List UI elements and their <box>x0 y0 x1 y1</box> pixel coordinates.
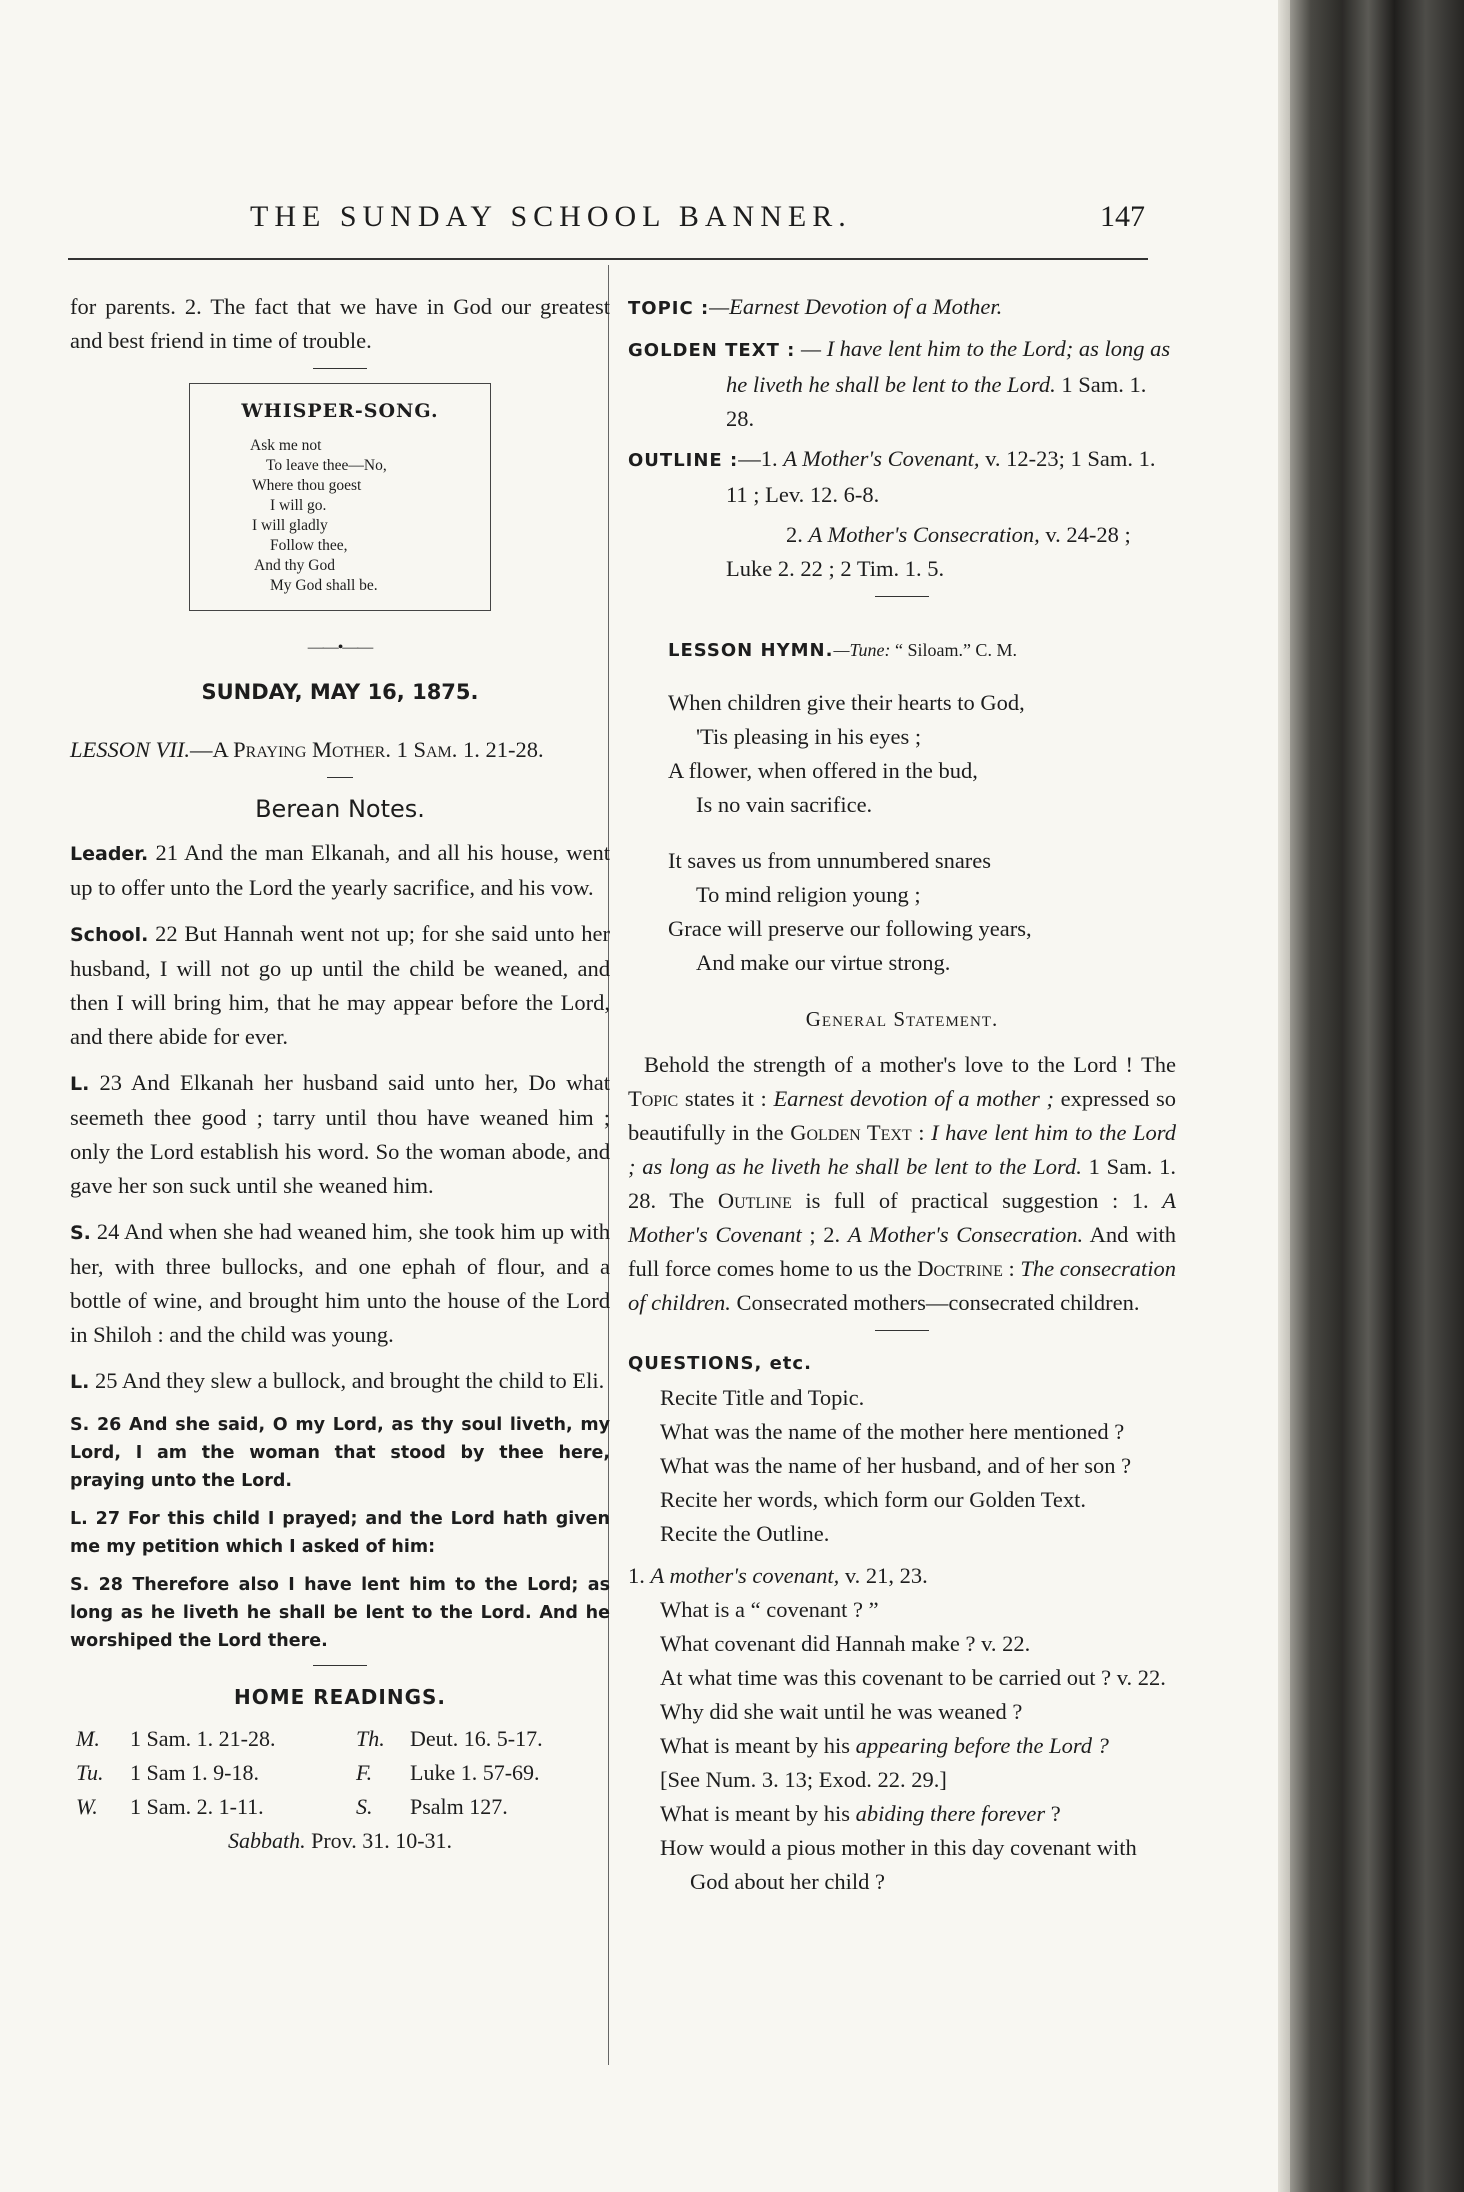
verse-text: 22 But Hannah went not up; for she said unto her husband, I will not go up until the child be weaned, and then I will bring him, that he may appear before the Lord, and there abide for ever. <box>70 921 610 1049</box>
scripture-verse <box>70 1066 610 1203</box>
outline-line <box>628 518 1176 586</box>
statement-quote: I have lent him to the Lord ; as long as he liveth he shall be lent to the Lord. <box>628 1120 1176 1179</box>
verse-text: 25 And they slew a bullock, and brought the child to Eli. <box>89 1368 605 1393</box>
outline-number: —1. <box>738 446 784 471</box>
bold-verse: S. 26 And she said, O my Lord, as thy soul liveth, my Lord, I am the woman that stood by thee here, praying unto the Lord. <box>70 1415 610 1491</box>
poem-line: Where thou goest <box>252 477 362 494</box>
reading-ref: Luke 1. 57-69. <box>410 1760 540 1785</box>
reading-day: M. <box>76 1726 100 1751</box>
sabbath-reading <box>70 1824 610 1858</box>
reading-ref: 1 Sam. 2. 1-11. <box>130 1794 264 1819</box>
statement-quote: A Mother's Consecration. <box>847 1222 1084 1247</box>
scripture-verse <box>70 1215 610 1352</box>
statement-text: : <box>911 1120 932 1145</box>
question <box>628 1729 1176 1763</box>
golden-text-ref: 1 Sam. 1. 28. <box>726 372 1147 431</box>
running-header: THE SUNDAY SCHOOL BANNER. <box>250 200 852 233</box>
section-number: 1. <box>628 1563 651 1588</box>
question: Recite the Outline. <box>660 1521 830 1546</box>
outline-ref: v. 12-23; 1 Sam. 1. 11 ; Lev. 12. 6-8. <box>726 446 1156 507</box>
hymn-tune: “ Siloam.” C. M. <box>890 640 1017 660</box>
reading-day: W. <box>76 1794 98 1819</box>
hymn-label: LESSON HYMN. <box>668 640 834 661</box>
reading-day: F. <box>356 1760 373 1785</box>
question-text: ? <box>1045 1801 1061 1826</box>
lesson-number: LESSON VII. <box>70 737 190 762</box>
statement-text: Behold the strength of a mother's love to the Lord ! The <box>644 1052 1176 1077</box>
poem-line: I will gladly <box>252 517 328 534</box>
poem-line: And thy God <box>254 557 335 574</box>
home-readings-heading: HOME READINGS. <box>233 1685 446 1709</box>
question: Recite her words, which form our Golden Text. <box>660 1487 1087 1512</box>
hymn-stanza <box>668 686 1176 822</box>
topic-text: —Earnest Devotion of a Mother. <box>709 294 1003 319</box>
question: What was the name of the mother here mentioned ? <box>660 1419 1125 1444</box>
question-section <box>628 1559 1176 1593</box>
outline-item: A Mother's Covenant, <box>783 446 980 471</box>
statement-term: Topic <box>628 1086 679 1111</box>
hymn-line: Is no vain sacrifice. <box>696 792 873 817</box>
header-rule <box>68 258 1148 260</box>
lesson-heading <box>70 733 610 767</box>
hymn-line: And make our virtue strong. <box>696 950 951 975</box>
table-row <box>70 1790 610 1824</box>
verse-label: L. <box>70 1371 90 1393</box>
question <box>628 1797 1176 1831</box>
statement-text: ; 2. <box>801 1222 848 1247</box>
golden-text: — I have lent him to the Lord; as long as he liveth he shall be lent to the Lord. <box>726 336 1171 397</box>
verse-label: L. <box>70 1073 90 1095</box>
outline-label: OUTLINE : <box>628 450 739 471</box>
berean-notes-heading: Berean Notes. <box>255 795 425 823</box>
verse-text: 24 And when she had weaned him, she took him up with her, with three bullocks, and one ephah of flour, and a bottle of wine, and brought him unto the house of the Lord in Shiloh : and the child was young. <box>70 1219 610 1347</box>
statement-text: And with full force comes home to us the <box>628 1222 1176 1281</box>
general-statement <box>628 1048 1176 1320</box>
verse-label: Leader. <box>70 843 149 865</box>
statement-quote: The consecration of children. <box>628 1256 1176 1315</box>
right-column <box>628 290 1176 1899</box>
scripture-verse <box>70 836 610 905</box>
reading-day: Th. <box>356 1726 385 1751</box>
golden-text-line <box>628 332 1176 436</box>
poem-line: Ask me not <box>250 437 322 454</box>
reading-ref: Prov. 31. 10-31. <box>311 1828 453 1853</box>
topic-line <box>628 290 1176 326</box>
short-rule <box>313 368 367 369</box>
verse-label: S. <box>70 1222 91 1244</box>
statement-text: states it : <box>678 1086 774 1111</box>
question: How would a pious mother in this day covenant with God about her child ? <box>660 1835 1137 1894</box>
verse-label: School. <box>70 924 149 946</box>
statement-text: is full of practical suggestion : 1. <box>791 1188 1163 1213</box>
hymn-tune-label: —Tune: <box>833 640 891 660</box>
outline-ref: v. 24-28 ; Luke 2. 22 ; 2 Tim. 1. 5. <box>726 522 1131 581</box>
short-rule <box>875 1330 929 1331</box>
hymn-stanza <box>668 844 1176 980</box>
table-row <box>70 1722 610 1756</box>
intro-paragraph: for parents. 2. The fact that we have in God our greatest and best friend in time of trouble. <box>70 294 610 353</box>
statement-term: Golden Text <box>790 1120 912 1145</box>
poem-line: To leave thee—No, <box>266 457 387 474</box>
question-text: What is meant by his <box>660 1801 856 1826</box>
question: Why did she wait until he was weaned ? <box>660 1699 1023 1724</box>
scripture-verse <box>70 1364 610 1399</box>
home-readings-table <box>70 1722 610 1824</box>
bold-verse: L. 27 For this child I prayed; and the Lord hath given me my petition which I asked of him: <box>70 1509 610 1557</box>
golden-text-label: GOLDEN TEXT : <box>628 340 796 361</box>
short-rule <box>313 1665 367 1666</box>
statement-quote: Earnest devotion of a mother ; <box>773 1086 1055 1111</box>
short-rule <box>327 777 353 778</box>
reading-ref: Psalm 127. <box>410 1794 508 1819</box>
reading-ref: Deut. 16. 5-17. <box>410 1726 543 1751</box>
verse-text: 21 And the man Elkanah, and all his house, went up to offer unto the Lord the yearly sacrifice, and his vow. <box>70 840 610 900</box>
verse-text: 23 And Elkanah her husband said unto her, Do what seemeth thee good ; tarry until thou have weaned him ; only the Lord establish his word. So the woman abode, and gave her son suck until she weaned him. <box>70 1070 610 1198</box>
statement-quote: A Mother's Covenant <box>628 1188 1176 1247</box>
question-note: [See Num. 3. 13; Exod. 22. 29.] <box>660 1767 947 1792</box>
statement-text: : <box>1002 1256 1021 1281</box>
left-column <box>70 290 610 1858</box>
topic-label: TOPIC : <box>628 298 710 319</box>
reading-ref: 1 Sam 1. 9-18. <box>130 1760 259 1785</box>
poem-line: My God shall be. <box>270 577 378 594</box>
outline-number: 2. <box>786 522 809 547</box>
table-row <box>70 1756 610 1790</box>
questions-label: QUESTIONS, etc. <box>628 1353 812 1374</box>
lesson-title: —A Praying Mother. 1 Sam. 1. 21-28. <box>190 737 544 762</box>
question: At what time was this covenant to be carried out ? v. 22. <box>660 1665 1166 1690</box>
statement-text: expressed so beautifully in the <box>628 1086 1176 1145</box>
question: What covenant did Hannah make ? v. 22. <box>660 1631 1031 1656</box>
reading-day: Sabbath. <box>227 1828 306 1853</box>
hymn-line: 'Tis pleasing in his eyes ; <box>696 724 922 749</box>
whisper-song-title: WHISPER-SONG. <box>241 400 439 422</box>
hymn-line: When children give their hearts to God, <box>668 690 1025 715</box>
statement-text: 1 Sam. 1. 28. The <box>628 1154 1176 1213</box>
reading-day: Tu. <box>76 1760 104 1785</box>
hymn-line: Grace will preserve our following years, <box>668 916 1032 941</box>
page-number: 147 <box>1100 200 1145 233</box>
hymn-line: It saves us from unnumbered snares <box>668 848 992 873</box>
hymn-line: A flower, when offered in the bud, <box>668 758 978 783</box>
ornament-divider: ——•—— <box>307 639 373 656</box>
statement-term: Doctrine <box>917 1256 1003 1281</box>
question: What is a “ covenant ? ” <box>660 1597 879 1622</box>
outline-line <box>628 442 1176 512</box>
statement-term: Outline <box>717 1188 792 1213</box>
lesson-hymn-heading <box>668 633 1176 668</box>
question-emphasis: abiding there forever <box>855 1801 1046 1826</box>
section-ref: v. 21, 23. <box>839 1563 928 1588</box>
question: Recite Title and Topic. <box>660 1385 865 1410</box>
lesson-date: SUNDAY, MAY 16, 1875. <box>201 680 479 704</box>
question-emphasis: appearing before the Lord ? <box>855 1733 1109 1758</box>
outline-item: A Mother's Consecration, <box>808 522 1040 547</box>
whisper-song-box <box>189 383 491 611</box>
bold-verse: S. 28 Therefore also I have lent him to the Lord; as long as he liveth he shall be lent to the Lord. And he worshiped the Lord there. <box>70 1575 610 1651</box>
section-title: A mother's covenant, <box>650 1563 840 1588</box>
poem-line: I will go. <box>270 497 327 514</box>
reading-day: S. <box>356 1794 373 1819</box>
poem-line: Follow thee, <box>270 537 348 554</box>
question-text: What is meant by his <box>660 1733 856 1758</box>
book-binding <box>1290 0 1464 2192</box>
reading-ref: 1 Sam. 1. 21-28. <box>130 1726 276 1751</box>
statement-text: Consecrated mothers—consecrated children. <box>730 1290 1140 1315</box>
short-rule <box>875 596 929 597</box>
questions-heading <box>628 1345 1176 1381</box>
hymn-line: To mind religion young ; <box>696 882 921 907</box>
question: What was the name of her husband, and of her son ? <box>660 1453 1132 1478</box>
scripture-verse <box>70 917 610 1054</box>
general-statement-heading: General Statement. <box>805 1007 999 1031</box>
